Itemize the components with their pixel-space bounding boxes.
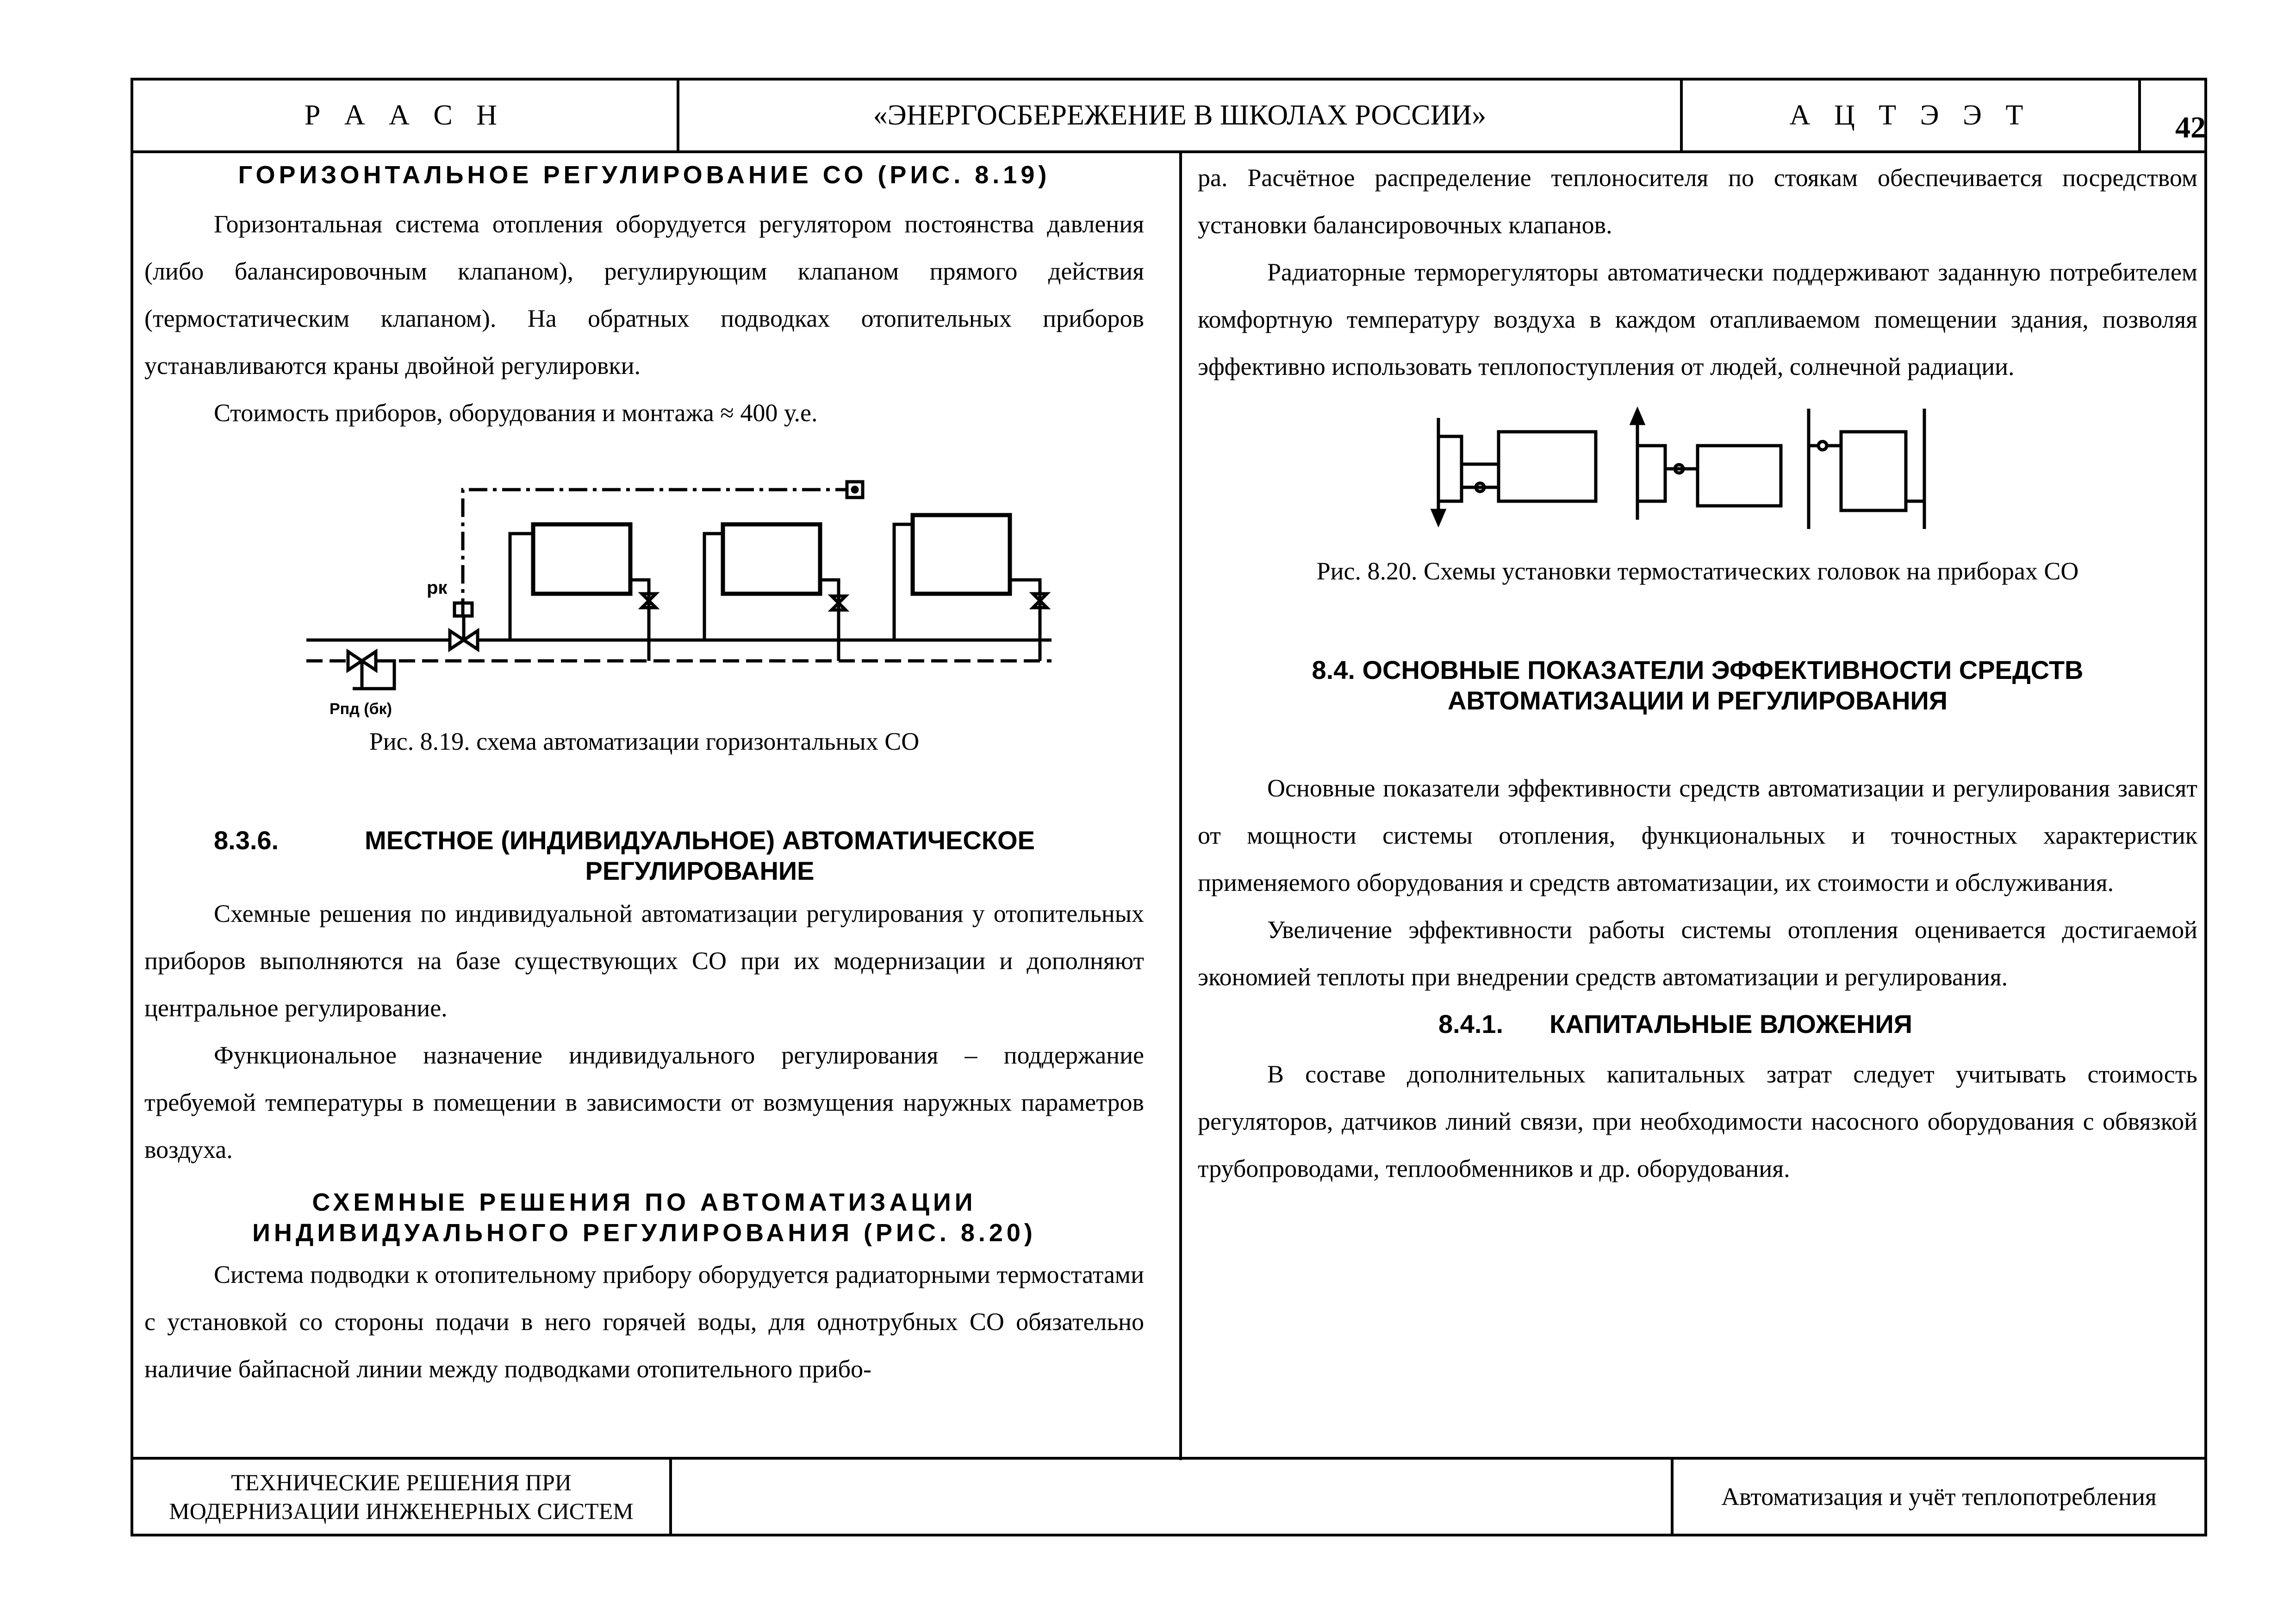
heading-8-4-line2: АВТОМАТИЗАЦИИ И РЕГУЛИРОВАНИЯ [1447,686,1948,715]
footer-left [133,1460,669,1534]
heading-8-3-6-line2: РЕГУЛИРОВАНИЕ [585,856,815,885]
heading-horizontal-regulation: ГОРИЗОНТАЛЬНОЕ РЕГУЛИРОВАНИЕ СО (РИС. 8.19) [238,161,1051,189]
right-paragraph-4: Увеличение эффективности работы системы отопления оценивается достигаемой экономией теплоты при внедрении средств автоматизации и регулирования. [1198,916,2197,991]
left-column [144,160,1144,1393]
radiator-c [1841,432,1906,510]
footer-right: Автоматизация и учёт теплопотребления [1721,1483,2157,1511]
left-paragraph-2: Стоимость приборов, оборудования и монтажа ≈ 400 у.е. [214,399,818,427]
heading-8-3-6 [144,825,1144,886]
heading-8-4-1-title: КАПИТАЛЬНЫЕ ВЛОЖЕНИЯ [1549,1009,1912,1038]
right-column [1198,160,2197,1192]
right-paragraph-5: В составе дополнительных капитальных затрат следует учитывать стоимость регуляторов, датчиков линий связи, при необходимости насосного оборудования с обвязкой трубопроводами, теплообменников и др. оборудования. [1198,1060,2197,1182]
footer-left-line1: ТЕХНИЧЕСКИЕ РЕШЕНИЯ ПРИ [231,1469,572,1495]
heading-8-3-6-line1: МЕСТНОЕ (ИНДИВИДУАЛЬНОЕ) АВТОМАТИЧЕСКОЕ [365,826,1035,855]
thermo-head-3 [1818,442,1827,450]
right-paragraph-1: ра. Расчётное распределение теплоносителя по стоякам обеспечивается посредством установки балансировочных клапанов. [1198,164,2197,239]
page-number: 42 [2175,110,2206,144]
header-center: «ЭНЕРГОСБЕРЕЖЕНИЕ В ШКОЛАХ РОССИИ» [873,99,1487,131]
footer-center [672,1460,1671,1534]
right-paragraph-2: Радиаторные терморегуляторы автоматически поддерживают заданную потребителем комфортную температуру воздуха в каждом отапливаемом помещении здания, позволяя эффективно использовать теплопоступления от людей, солнечной радиации. [1198,258,2197,380]
heading-schemes-line2: ИНДИВИДУАЛЬНОГО РЕГУЛИРОВАНИЯ (РИС. 8.20) [252,1219,1036,1247]
heading-schemes-line1: СХЕМНЫЕ РЕШЕНИЯ ПО АВТОМАТИЗАЦИИ [312,1188,977,1216]
radiator-a [1499,432,1596,501]
figure-8-19-caption: Рис. 8.19. схема автоматизации горизонтальных СО [369,728,920,755]
figure-8-20-caption: Рис. 8.20. Схемы установки термостатических головок на приборах СО [1316,557,2079,585]
left-paragraph-3: Схемные решения по индивидуальной автоматизации регулирования у отопительных приборов выполняются на базе существующих СО при их модернизации и дополняют центральное регулирование. [144,900,1144,1022]
heading-8-4-1-number: 8.4.1. [1438,1009,1504,1038]
heading-8-4-line1: 8.4. ОСНОВНЫЕ ПОКАЗАТЕЛИ ЭФФЕКТИВНОСТИ СРЕДСТВ [1312,655,2084,684]
right-paragraph-3: Основные показатели эффективности средств автоматизации и регулирования зависят от мощности системы отопления, функциональных и точностных характеристик применяемого оборудования и средств автоматизации, их стоимости и обслуживания. [1198,774,2197,896]
heading-8-3-6-number: 8.3.6. [214,826,279,855]
header-right: А Ц Т Э Э Т [1789,99,2032,131]
header-left: Р А А С Н [304,99,506,131]
figure-8-19-diagram [144,441,1144,719]
radiator-3 [913,515,1010,594]
heading-8-4-1 [1198,1009,2197,1046]
left-paragraph-4: Функциональное назначение индивидуального регулирования – поддержание требуемой температуры в помещении в зависимости от возмущения наружных параметров воздуха. [144,1041,1144,1163]
header-divider [131,150,2207,153]
radiator-1 [533,524,630,594]
label-rk: рк [427,578,448,598]
label-rpd: Рпд (бк) [330,700,392,718]
control-line [463,490,848,617]
figure-8-20-diagram [1198,404,2197,543]
radiator-2 [723,524,820,594]
footer-left-line2: МОДЕРНИЗАЦИИ ИНЖЕНЕРНЫХ СИСТЕМ [169,1498,634,1524]
column-divider [1179,150,1182,1460]
radiator-b [1698,446,1781,506]
left-paragraph-1: Горизонтальная система отопления оборудуется регулятором постоянства давления (либо балансировочным клапаном), регулирующим клапаном прямого действия (термостатическим клапаном). На обратных подводках отопительных приборов устанавливаются краны двойной регулировки. [144,210,1144,379]
left-paragraph-5: Система подводки к отопительному прибору оборудуется радиаторными термостатами с установкой со стороны подачи в него горячей воды, для однотрубных СО обязательно наличие байпасной линии между подводками отопительного прибо- [144,1261,1144,1383]
